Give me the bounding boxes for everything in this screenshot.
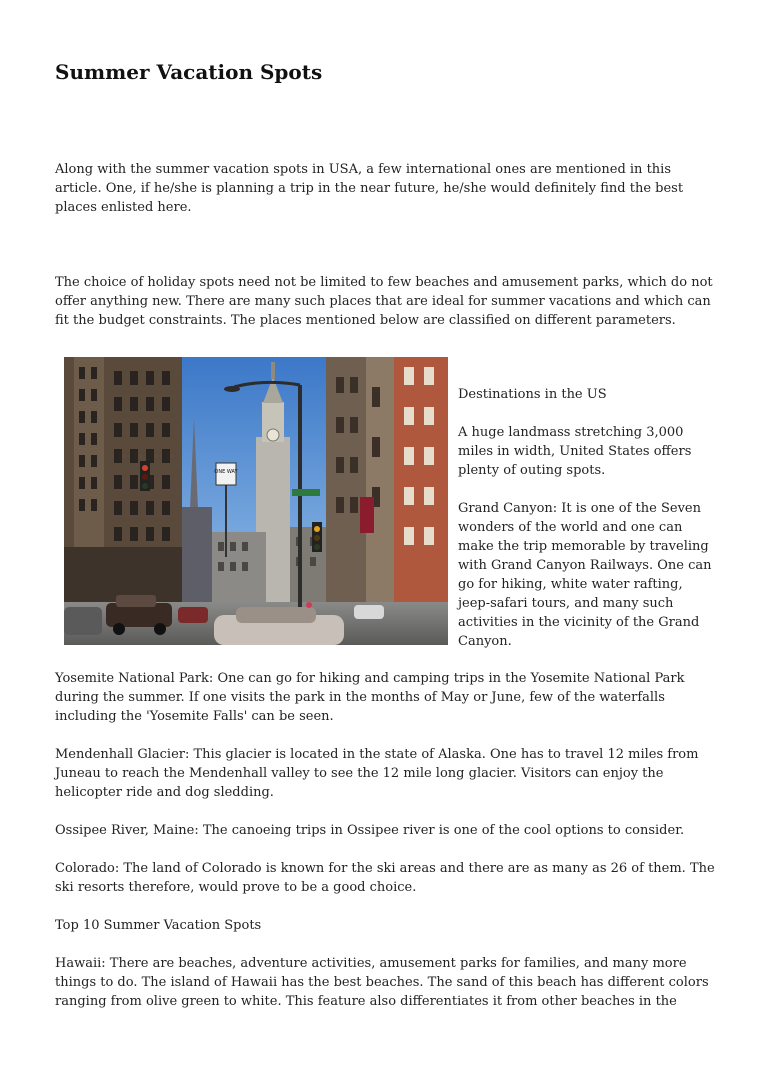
intro-paragraph: Along with the summer vacation spots in USA, a few international ones are mentioned in this article. One, if he/she is planning a trip in the near future, he/she would definitely find the best places enlisted here. bbox=[55, 162, 684, 215]
city-street-photo bbox=[64, 357, 448, 645]
section-heading: Destinations in the US bbox=[458, 387, 607, 402]
sidebar-text-column bbox=[458, 385, 713, 670]
section-heading: Top 10 Summer Vacation Spots bbox=[55, 918, 262, 933]
side-paragraph: A huge landmass stretching 3,000 miles in width, United States offers plenty of outing spots. bbox=[458, 425, 692, 478]
one-way-sign-text: ONE WAY bbox=[214, 469, 238, 475]
intro-paragraph: The choice of holiday spots need not be limited to few beaches and amusement parks, which do not offer anything new. There are many such places that are ideal for summer vacations and which can fit the budget constraints. The places mentioned below are classified on different parameters. bbox=[55, 275, 713, 328]
page-title: Summer Vacation Spots bbox=[55, 60, 323, 84]
body-paragraph: Yosemite National Park: One can go for hiking and camping trips in the Yosemite National Park during the summer. If one visits the park in the months of May or June, few of the waterfalls including the 'Yosemite Falls' can be seen. bbox=[55, 671, 685, 724]
body-paragraph: Ossipee River, Maine: The canoeing trips in Ossipee river is one of the cool options to consider. bbox=[55, 823, 685, 838]
body-paragraph: Mendenhall Glacier: This glacier is located in the state of Alaska. One has to travel 12 miles from Juneau to reach the Mendenhall valley to see the 12 mile long glacier. Visitors can enjoy the helicopter ride and dog sledding. bbox=[55, 747, 699, 800]
body-text bbox=[55, 669, 715, 1030]
street-sign bbox=[292, 489, 320, 496]
body-paragraph: Colorado: The land of Colorado is known for the ski areas and there are as many as 26 of them. The ski resorts therefore, would prove to be a good choice. bbox=[55, 861, 715, 895]
red-banner bbox=[360, 497, 374, 533]
side-paragraph: Grand Canyon: It is one of the Seven wonders of the world and one can make the trip memorable by traveling with Grand Canyon Railways. One can go for hiking, white water rafting, jeep-safari tours, and many such activities in the vicinity of the Grand Canyon. bbox=[458, 501, 712, 649]
body-paragraph: Hawaii: There are beaches, adventure activities, amusement parks for families, and many more things to do. The island of Hawaii has the best beaches. The sand of this beach has different colors ranging from olive green to white. This feature also differentiates it from other beaches in the bbox=[55, 956, 709, 1009]
